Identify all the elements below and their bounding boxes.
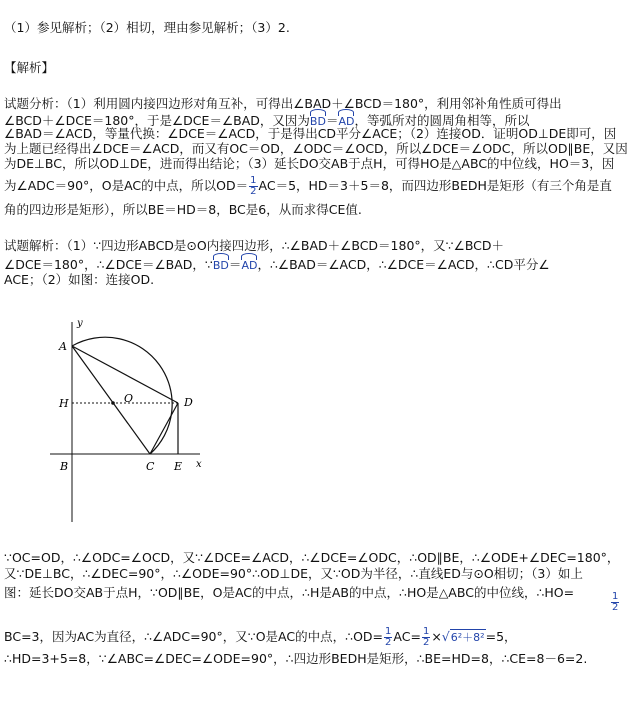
point-a-label: A bbox=[59, 340, 67, 353]
fraction-half-ho: $\frac{1}{2}$ bbox=[612, 591, 619, 613]
point-o-label: O bbox=[124, 392, 134, 405]
proof-line-5: ∴HD=3+5=8，∵∠ABC=∠DEC=∠ODE=90°，∴四边形BEDH是矩形，∴BE=HD=8，∴CE=8－6=2. bbox=[4, 651, 588, 666]
segment-ac bbox=[72, 346, 150, 454]
analysis-header: 【解析】 bbox=[4, 60, 55, 75]
sqrt-icon: √ bbox=[441, 629, 450, 644]
arc-ad: AD bbox=[338, 111, 354, 130]
y-axis-label: y bbox=[77, 318, 83, 329]
answer-line: （1）参见解析；（2）相切，理由参见解析；（3）2. bbox=[4, 20, 290, 35]
geometry-figure bbox=[50, 312, 250, 527]
proof-line-2: 又∵DE⊥BC，∴∠DEC=90°，∴∠ODE=90°∴OD⊥DE，又∵OD为半径，∴直线ED与⊙O相切；（3）如上 bbox=[4, 566, 583, 581]
point-h-label: H bbox=[59, 397, 69, 410]
analysis-line-6: 为∠ADC＝90°，O是AC的中点，所以OD＝ $\frac{1}{2}$ AC＝5，HD＝3＋5＝8，而四边形BEDH是矩形（有三个角是直 bbox=[4, 175, 612, 197]
analysis-line-3: ∠BAD＝∠ACD，等量代换：∠DCE＝∠ACD，于是得出CD平分∠ACE；（2）连接OD．证明OD⊥DE即可，因 bbox=[4, 126, 617, 141]
arc-bd: BD bbox=[310, 111, 326, 130]
analysis-line-5: 为DE⊥BC，所以OD⊥DE，进而得出结论；（3）延长DO交AB于点H，可得HO是△ABC的中位线，HO＝3，因 bbox=[4, 156, 615, 171]
x-axis-label: x bbox=[196, 459, 202, 470]
solution-line-3: ACE；（2）如图：连接OD. bbox=[4, 272, 155, 287]
proof-line-1: ∵OC=OD，∴∠ODC=∠OCD，又∵∠DCE=∠ACD，∴∠DCE=∠ODC，∴OD∥BE，∴∠ODE+∠DEC=180°， bbox=[4, 550, 620, 565]
segment-dc bbox=[150, 403, 178, 454]
point-b-label: B bbox=[60, 460, 69, 473]
fraction-half-ac: $\frac{1}{2}$ bbox=[422, 626, 430, 648]
analysis-line-7: 角的四边形是矩形），所以BE＝HD＝8，BC是6，从而求得CE值. bbox=[4, 202, 362, 217]
proof-line-3: 图：延长DO交AB于点H，∵OD∥BE，O是AC的中点，∴H是AB的中点，∴HO是△ABC的中位线，∴HO= bbox=[4, 585, 575, 600]
sqrt-radicand: 6²＋8² bbox=[450, 631, 485, 644]
arc-bd: BD bbox=[213, 255, 229, 274]
center-o bbox=[111, 401, 115, 405]
point-e-label: E bbox=[174, 460, 183, 473]
analysis-line-1: 试题分析：（1）利用圆内接四边形对角互补，可得出∠BAD＋∠BCD＝180°，利用邻补角性质可得出 bbox=[4, 96, 562, 111]
point-c-label: C bbox=[146, 460, 155, 473]
arc-ad: AD bbox=[241, 255, 257, 274]
point-d-label: D bbox=[184, 396, 193, 409]
proof-line-4: BC=3，因为AC为直径，∴∠ADC=90°，又∵O是AC的中点，∴OD= $\frac{1}{2}$ AC= $\frac{1}{2}$ ×√6²＋8²=5， bbox=[4, 626, 517, 648]
analysis-line-2: ∠BCD＋∠DCE＝180°，于是∠DCE＝∠BAD，又因为BD＝AD，等弧所对的圆周角相等，所以 bbox=[4, 113, 530, 128]
analysis-line-4: 为上题已经得出∠DCE＝∠ACD，而又有OC＝OD，∠ODC＝∠OCD，所以∠DCE＝∠ODC，所以OD∥BE，又因 bbox=[4, 141, 628, 156]
solution-line-2: ∠DCE＝180°，∴∠DCE＝∠BAD，∵BD＝AD，∴∠BAD＝∠ACD，∴∠DCE＝∠ACD，∴CD平分∠ bbox=[4, 257, 550, 272]
fraction-half: $\frac{1}{2}$ bbox=[250, 175, 257, 197]
solution-line-1: 试题解析：（1）∵四边形ABCD是⊙O内接四边形，∴∠BAD＋∠BCD＝180°，又∵∠BCD＋ bbox=[4, 238, 505, 253]
fraction-half-od: $\frac{1}{2}$ bbox=[385, 626, 392, 648]
